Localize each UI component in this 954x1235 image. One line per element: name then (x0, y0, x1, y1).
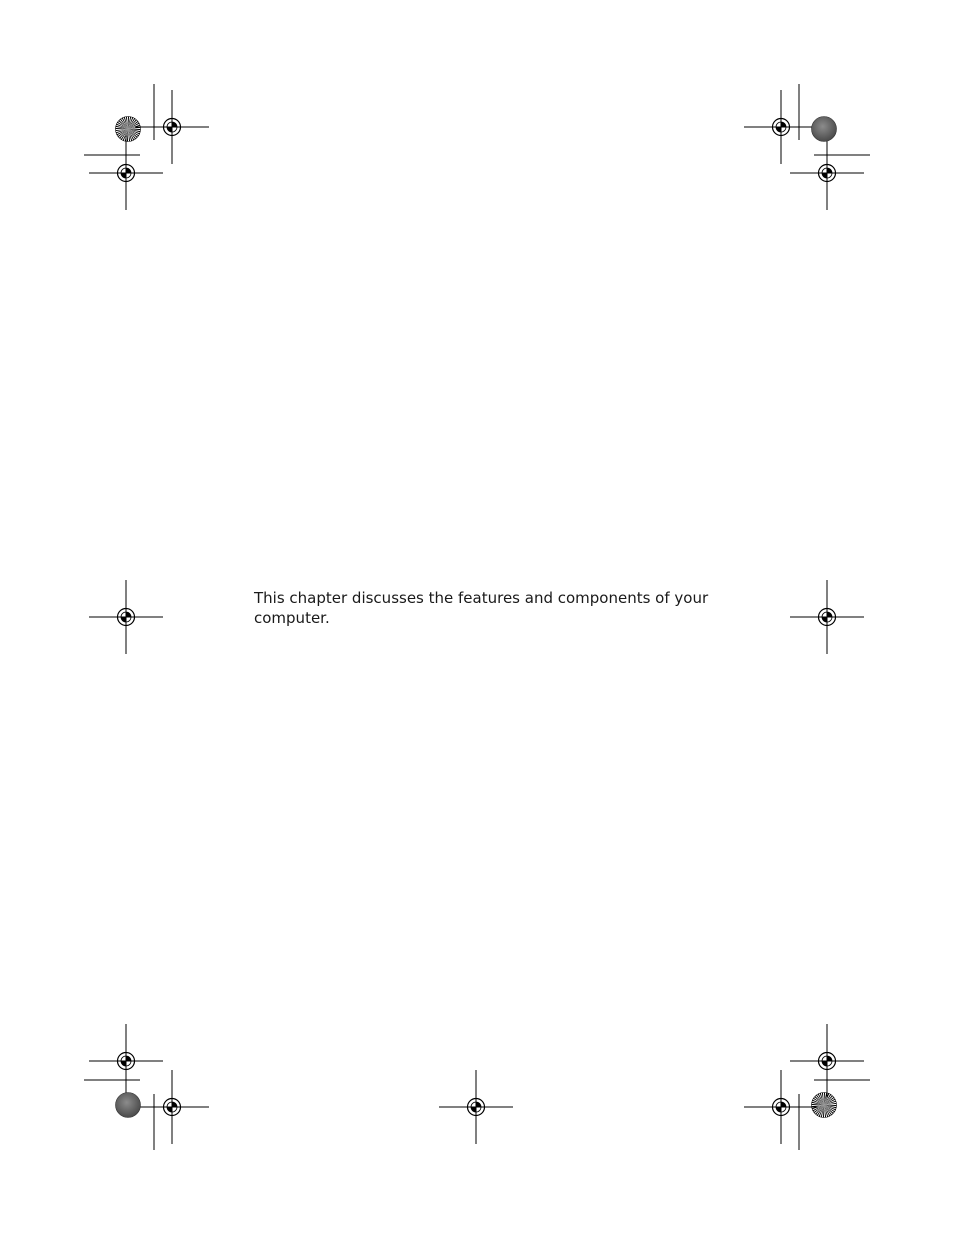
gray-halftone-disc-icon (116, 1093, 141, 1118)
radial-star-target-icon (116, 117, 141, 142)
crosshair-target-icon (744, 1070, 818, 1144)
crosshair-target-icon (89, 580, 163, 654)
star-spoke (128, 117, 129, 130)
star-spoke (128, 129, 141, 130)
crosshair-target-icon (135, 1070, 209, 1144)
star-spoke (127, 129, 128, 142)
radial-star-target-icon (812, 1093, 837, 1118)
star-spoke (824, 1093, 825, 1106)
gray-halftone-disc-icon (812, 117, 837, 142)
crosshair-target-icon (790, 136, 864, 210)
chapter-intro-text: This chapter discusses the features and components of your computer. (254, 589, 709, 627)
crosshair-target-icon (439, 1070, 513, 1144)
crosshair-target-icon (744, 90, 818, 164)
crosshair-target-icon (790, 1024, 864, 1098)
star-spoke (812, 1104, 825, 1105)
crosshair-target-icon (790, 580, 864, 654)
star-spoke (116, 128, 129, 129)
star-spoke (823, 1105, 824, 1118)
crosshair-target-icon (89, 136, 163, 210)
crosshair-target-icon (135, 90, 209, 164)
star-spoke (824, 1105, 837, 1106)
crosshair-target-icon (89, 1024, 163, 1098)
